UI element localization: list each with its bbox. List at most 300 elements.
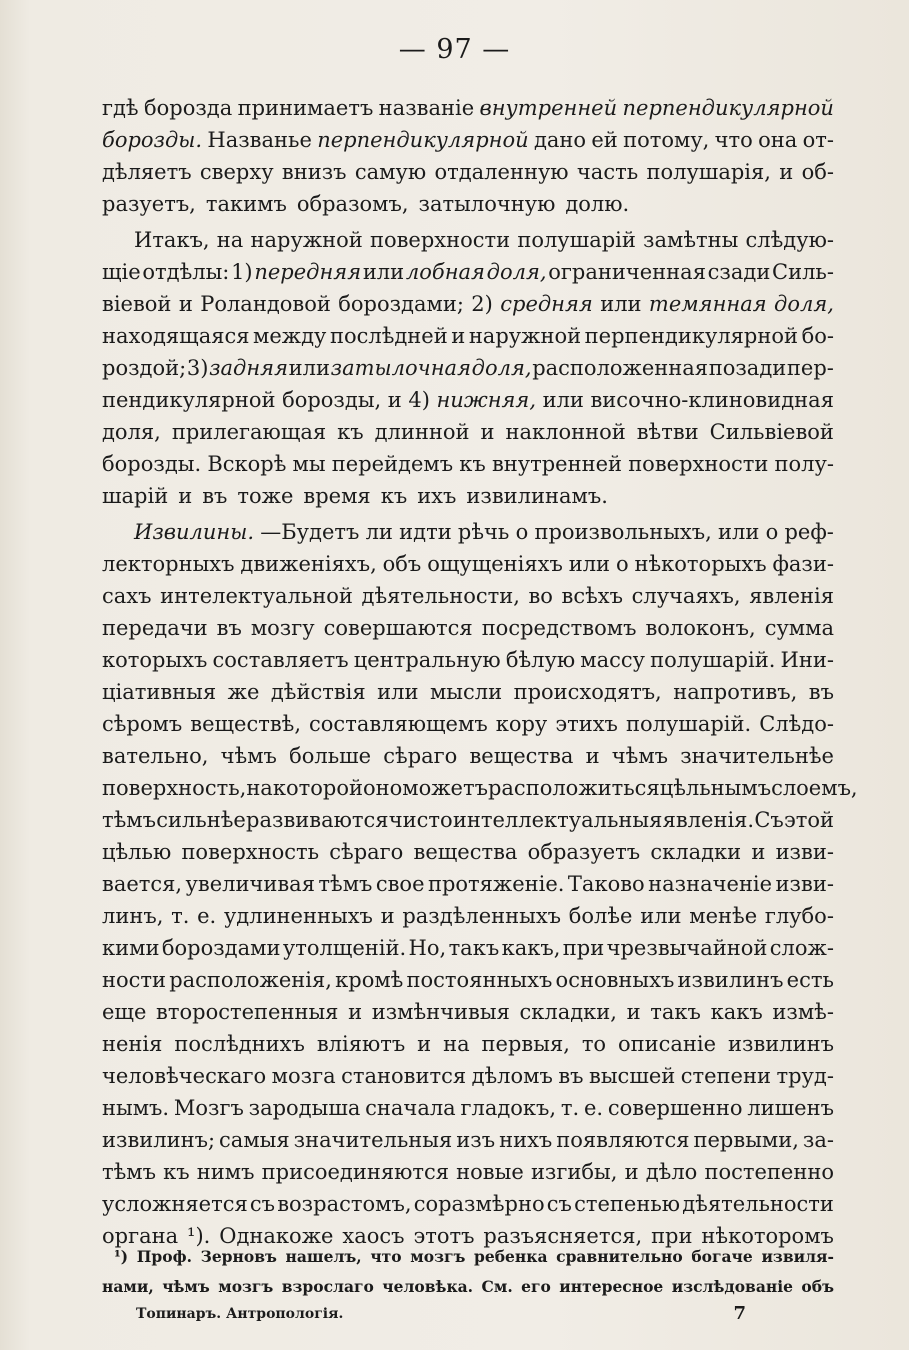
word: бѣлую <box>505 648 576 672</box>
word: при <box>562 936 605 960</box>
word: степенью <box>574 1192 681 1216</box>
word: сначала <box>365 1096 456 1120</box>
word: е. <box>583 1096 604 1120</box>
text-line <box>102 448 834 480</box>
word: позади <box>708 356 787 380</box>
word: и <box>348 1000 363 1024</box>
word: и <box>451 324 466 348</box>
word: названіе <box>378 96 475 120</box>
word: явленія <box>749 584 834 608</box>
footnote-word: человѣка. <box>382 1277 474 1296</box>
word: тѣмъ <box>102 1160 156 1184</box>
word: послѣдней <box>329 324 448 348</box>
word: расположенная <box>532 356 709 380</box>
word: цѣлью <box>102 840 172 864</box>
footnote-word: ¹) <box>114 1247 129 1266</box>
signature-author: Топинаръ. Антропологія. <box>136 1306 344 1322</box>
word: изви- <box>775 872 834 896</box>
word: еще <box>102 1000 147 1024</box>
text-line <box>102 772 858 804</box>
text-line <box>102 612 834 644</box>
word: поверхность, <box>102 776 247 800</box>
word: вещества <box>413 840 518 864</box>
word: дѣятельности, <box>361 584 520 608</box>
word: вещества <box>469 744 574 768</box>
word: и <box>178 484 193 508</box>
word: такимъ <box>205 192 287 216</box>
text-line <box>102 1028 834 1060</box>
word: Сильвіевой <box>709 420 834 444</box>
word: усложняется <box>102 1192 248 1216</box>
footnote-word: объ <box>801 1277 834 1296</box>
word: —Будетъ <box>260 520 360 544</box>
word: интеллектуальныя <box>452 808 663 832</box>
word: сахъ <box>102 584 152 608</box>
word: 2) <box>471 292 493 316</box>
word: о <box>515 520 529 544</box>
word: и <box>178 292 193 316</box>
word: борозда <box>143 96 233 120</box>
word: сѣромъ <box>102 712 183 736</box>
word: увеличивая <box>185 872 315 896</box>
word: доля, <box>486 260 547 284</box>
word: дѣляетъ <box>102 160 192 184</box>
word: темянная <box>648 292 767 316</box>
word: от- <box>802 128 834 152</box>
word: Извилины. <box>134 520 255 544</box>
word: слож- <box>769 936 834 960</box>
word: произвольныхъ, <box>534 520 712 544</box>
text-line <box>102 740 834 772</box>
word: можетъ <box>402 776 488 800</box>
text-line <box>102 416 834 448</box>
word: отдѣлы: <box>142 260 230 284</box>
word: затылочную <box>418 192 556 216</box>
word: и <box>751 840 766 864</box>
word: второстепенныя <box>156 1000 339 1024</box>
word: складки <box>650 840 742 864</box>
word: Названье <box>207 128 312 152</box>
word: часть <box>576 160 639 184</box>
footnote-line <box>102 1272 834 1302</box>
text-line <box>102 256 834 288</box>
word: которыхъ <box>102 648 208 672</box>
word: кору <box>495 712 548 736</box>
text-line <box>102 156 834 188</box>
word: центральную <box>353 648 501 672</box>
word: лобная <box>405 260 485 284</box>
word: долю. <box>565 192 630 216</box>
text-line <box>102 900 834 932</box>
text-line <box>102 804 834 836</box>
word: то <box>581 1032 607 1056</box>
word: ограниченная <box>548 260 706 284</box>
word: дѣло <box>645 1160 698 1184</box>
text-line <box>102 320 834 352</box>
footnotes <box>102 1242 834 1302</box>
word: время <box>303 484 371 508</box>
word: въ <box>216 616 242 640</box>
word: ¹). <box>187 1224 211 1248</box>
word: средняя <box>500 292 593 316</box>
word: между <box>253 324 327 348</box>
word: нихъ <box>499 1128 553 1152</box>
footnote-word: богаче <box>691 1247 753 1266</box>
word: хаосъ <box>342 1224 405 1248</box>
word: пер- <box>786 356 834 380</box>
word: пендикулярной <box>102 388 276 412</box>
text-line <box>102 644 834 676</box>
word: къ <box>459 452 486 476</box>
footnote-word: См. <box>481 1277 513 1296</box>
word: наклонной <box>505 420 626 444</box>
word: слоемъ, <box>771 776 858 800</box>
word: Съ <box>754 808 784 832</box>
word: или <box>568 552 611 576</box>
text-line <box>102 964 834 996</box>
word: замѣтны <box>643 228 739 252</box>
word: происходятъ, <box>513 680 662 704</box>
word: во <box>528 584 553 608</box>
footnote-word: Проф. <box>136 1247 192 1266</box>
word: потому, <box>623 128 710 152</box>
word: же <box>227 680 260 704</box>
footnote-word: сравнительно <box>556 1247 683 1266</box>
word: и <box>626 1000 641 1024</box>
word: которой <box>272 776 363 800</box>
word: высшей <box>589 1064 676 1088</box>
word: передняя <box>254 260 362 284</box>
word: случаяхъ, <box>631 584 741 608</box>
word: веществѣ, <box>190 712 301 736</box>
text-line <box>102 676 834 708</box>
word: мозгу <box>250 616 315 640</box>
word: складки, <box>519 1000 617 1024</box>
word: какъ <box>710 1000 763 1024</box>
word: ощущеніяхъ <box>427 552 563 576</box>
text-line <box>102 708 834 740</box>
word: вается, <box>102 872 183 896</box>
word: перейдемъ <box>331 452 454 476</box>
word: протяженіе. <box>427 872 565 896</box>
word: 3) <box>186 356 209 380</box>
word: и <box>585 744 600 768</box>
word: сверху <box>199 160 274 184</box>
word: чисто <box>388 808 453 832</box>
word: разуетъ, <box>102 192 196 216</box>
word: при <box>651 1224 693 1248</box>
word: извилинамъ. <box>466 484 608 508</box>
word: принимаетъ <box>237 96 374 120</box>
word: значительнѣе <box>680 744 834 768</box>
word: бороздами <box>161 936 281 960</box>
signature-number: 7 <box>733 1303 746 1324</box>
text-line <box>102 480 834 512</box>
word: гладокъ, <box>460 1096 557 1120</box>
word: что <box>714 128 753 152</box>
word: удлиненныхъ <box>223 904 373 928</box>
word: или <box>377 680 419 704</box>
word: извилинъ <box>677 968 784 992</box>
word: тѣмъ <box>102 808 156 832</box>
word: въ <box>558 1064 584 1088</box>
word: и <box>480 420 495 444</box>
word: гдѣ <box>102 96 139 120</box>
word: измѣ- <box>772 1000 834 1024</box>
word: дѣйствія <box>270 680 366 704</box>
word: расположиться <box>487 776 660 800</box>
word: о <box>615 552 629 576</box>
text-line <box>102 188 834 220</box>
text-line <box>102 548 834 580</box>
word: на <box>246 776 273 800</box>
word: височно-клиновидная <box>590 388 834 412</box>
word: передачи <box>102 616 208 640</box>
word: больше <box>289 744 372 768</box>
word: перпендикулярной <box>584 324 799 348</box>
word: рѣчь <box>457 520 510 544</box>
word: съ <box>249 1192 276 1216</box>
text-line <box>102 1092 834 1124</box>
word: роздой; <box>102 356 187 380</box>
text-line <box>102 516 834 548</box>
word: она <box>758 128 798 152</box>
word: извилинъ; <box>102 1128 216 1152</box>
word: первыми, <box>693 1128 799 1152</box>
word: находящаяся <box>102 324 250 348</box>
text-line <box>102 868 834 900</box>
word: сѣраго <box>329 840 404 864</box>
word: Но, <box>408 936 447 960</box>
word: возрастомъ, <box>277 1192 412 1216</box>
text-line <box>102 1060 834 1092</box>
word: и <box>387 388 402 412</box>
word: тоже <box>237 484 294 508</box>
word: самую <box>354 160 427 184</box>
word: постепенно <box>704 1160 834 1184</box>
footnote-separator <box>102 1239 834 1240</box>
footnote-word: мозгъ <box>410 1247 466 1266</box>
word: значительныя <box>293 1128 453 1152</box>
word: реф- <box>784 520 834 544</box>
word: Силь- <box>772 260 834 284</box>
word: появляются <box>556 1128 690 1152</box>
word: борозды, <box>282 388 382 412</box>
word: такъ <box>650 1000 701 1024</box>
word: поверхности <box>369 228 511 252</box>
word: и <box>380 904 395 928</box>
word: тѣмъ <box>318 872 373 896</box>
text-line <box>102 836 834 868</box>
footnote-word: нами, <box>102 1277 154 1296</box>
word: нымъ. <box>102 1096 170 1120</box>
word: или <box>600 292 642 316</box>
text-line <box>102 352 834 384</box>
text-line <box>102 384 834 416</box>
word: расположенія, <box>169 968 332 992</box>
body-text <box>102 92 858 1252</box>
footnote-line <box>102 1242 834 1272</box>
word: слѣдую- <box>745 228 834 252</box>
word: новые <box>456 1160 524 1184</box>
word: мы <box>292 452 326 476</box>
word: какъ, <box>501 936 561 960</box>
word: лишенъ <box>747 1096 834 1120</box>
word: этой <box>783 808 834 832</box>
word: Однакоже <box>219 1224 334 1248</box>
word: Роландовой <box>200 292 331 316</box>
footnote-word: взрослаго <box>281 1277 374 1296</box>
word: Вскорѣ <box>207 452 287 476</box>
word: об- <box>801 160 834 184</box>
footnote-word: ребенка <box>474 1247 548 1266</box>
footnote-word: что <box>370 1247 402 1266</box>
word: ей <box>591 128 618 152</box>
word: отдаленную <box>434 160 569 184</box>
word: ненія <box>102 1032 163 1056</box>
text-line <box>102 288 834 320</box>
word: совершенно <box>607 1096 743 1120</box>
word: чрезвычайной <box>606 936 768 960</box>
text-line <box>102 996 834 1028</box>
word: или <box>718 520 760 544</box>
word: дѣломъ <box>471 1064 553 1088</box>
word: доля, <box>102 420 161 444</box>
word: образомъ, <box>296 192 409 216</box>
word: объ <box>382 552 422 576</box>
text-line <box>102 1124 834 1156</box>
word: чѣмъ <box>611 744 669 768</box>
word: кромѣ <box>335 968 404 992</box>
text-line <box>102 580 834 612</box>
word: идти <box>399 520 452 544</box>
word: сѣраго <box>383 744 458 768</box>
word: и <box>417 1032 432 1056</box>
footnote-word: его <box>521 1277 551 1296</box>
word: цѣльнымъ <box>659 776 772 800</box>
word: съ <box>546 1192 572 1216</box>
word: перпендикулярной <box>317 128 529 152</box>
word: Таково <box>567 872 645 896</box>
word: основныхъ <box>555 968 675 992</box>
footnote-word: мозгъ <box>218 1277 274 1296</box>
word: задняя <box>209 356 288 380</box>
word: доля, <box>774 292 834 316</box>
footnote-word: интересное <box>559 1277 664 1296</box>
word: полушарій. <box>625 712 752 736</box>
word: лекторныхъ <box>102 552 235 576</box>
word: 1) <box>231 260 253 284</box>
word: поверхности <box>628 452 769 476</box>
footnote-word: изслѣдованіе <box>671 1277 793 1296</box>
word: такъ <box>448 936 500 960</box>
word: полу- <box>774 452 834 476</box>
word: внутренней <box>479 96 618 120</box>
word: волоконъ, <box>645 616 756 640</box>
word: изви- <box>775 840 834 864</box>
word: Слѣдо- <box>759 712 834 736</box>
word: и <box>779 160 794 184</box>
word: движеніяхъ, <box>240 552 377 576</box>
word: вѣтви <box>636 420 699 444</box>
word: віевой <box>102 292 172 316</box>
word: наружной <box>468 324 582 348</box>
word: или <box>640 904 682 928</box>
word: вліяютъ <box>316 1032 406 1056</box>
word: т. <box>171 904 190 928</box>
word: поверхность <box>181 840 320 864</box>
word: становится <box>341 1064 467 1088</box>
word: человѣческаго <box>102 1064 267 1088</box>
word: о <box>765 520 779 544</box>
printer-signature <box>136 1300 746 1328</box>
word: напротивъ, <box>673 680 798 704</box>
word: сумма <box>764 616 834 640</box>
word: кими <box>102 936 160 960</box>
text-line <box>102 224 834 256</box>
text-line <box>102 1156 834 1188</box>
word: въ <box>808 680 834 704</box>
word: Ини- <box>780 648 834 672</box>
word: постоянныхъ <box>406 968 553 992</box>
word: къ <box>337 420 364 444</box>
word: органа <box>102 1224 179 1248</box>
word: или <box>288 356 330 380</box>
word: составляющемъ <box>309 712 488 736</box>
page-number: — 97 — <box>398 34 511 65</box>
word: Итакъ, <box>134 228 210 252</box>
word: посредствомъ <box>481 616 637 640</box>
word: нимъ <box>196 1160 255 1184</box>
word: интелектуальной <box>160 584 353 608</box>
word: ихъ <box>417 484 457 508</box>
text-line <box>102 1188 834 1220</box>
word: изъ <box>456 1128 496 1152</box>
word: е. <box>197 904 217 928</box>
word: длинной <box>374 420 470 444</box>
word: раздѣленныхъ <box>402 904 562 928</box>
word: Мозгъ <box>173 1096 244 1120</box>
word: болѣе <box>568 904 633 928</box>
footnote-word: чѣмъ <box>162 1277 210 1296</box>
word: первыя, <box>481 1032 570 1056</box>
word: массу <box>580 648 646 672</box>
word: бороздами; <box>338 292 464 316</box>
word: т. <box>560 1096 580 1120</box>
word: дано <box>533 128 587 152</box>
word: этихъ <box>555 712 618 736</box>
word: и <box>624 1160 639 1184</box>
word: самыя <box>219 1128 290 1152</box>
word: разъясняется, <box>483 1224 643 1248</box>
word: внутренней <box>491 452 623 476</box>
word: нѣкоторыхъ <box>634 552 767 576</box>
word: внизъ <box>281 160 347 184</box>
word: шарій <box>102 484 169 508</box>
word: степени <box>680 1064 771 1088</box>
word: труд- <box>776 1064 834 1088</box>
word: фази- <box>772 552 834 576</box>
word: мозга <box>271 1064 336 1088</box>
word: всѣхъ <box>561 584 623 608</box>
word: совершаются <box>323 616 473 640</box>
word: свое <box>375 872 425 896</box>
word: сзади <box>707 260 771 284</box>
word: назначеніе <box>648 872 773 896</box>
footnote-word: извиля- <box>761 1247 834 1266</box>
word: борозды. <box>102 452 202 476</box>
word: извилинъ <box>728 1032 834 1056</box>
